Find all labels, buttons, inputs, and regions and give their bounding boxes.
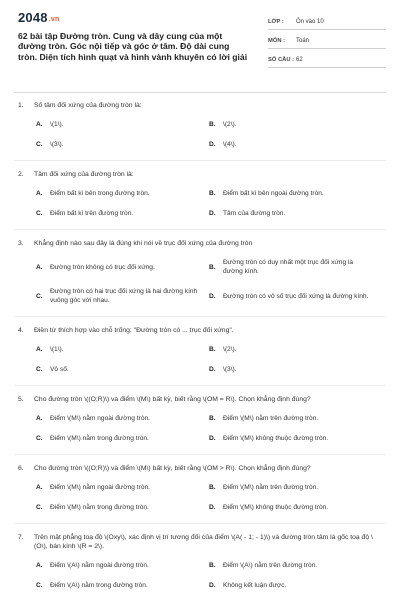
option-text: Điểm \(A\) nằm trên đường tròn.	[223, 562, 318, 569]
option-text: \(2\).	[223, 346, 237, 353]
option-text: \(2\).	[223, 121, 237, 128]
option-letter: B.	[209, 562, 216, 569]
answer-option[interactable]	[209, 581, 382, 590]
answer-options	[36, 258, 386, 316]
option-letter: A.	[36, 346, 43, 353]
answer-option[interactable]	[36, 365, 209, 374]
option-text: Vô số.	[50, 366, 69, 373]
option-text: Điểm \(M\) không thuộc đường tròn.	[223, 435, 329, 442]
question-text: Điền từ thích hợp vào chỗ trống: "Đường tròn có ... trục đối xứng".	[34, 327, 234, 334]
question-3	[18, 239, 386, 317]
answer-option[interactable]	[209, 120, 382, 129]
option-letter: B.	[209, 121, 216, 128]
answer-option[interactable]	[209, 287, 382, 305]
answer-options	[36, 561, 386, 600]
option-letter: A.	[36, 190, 43, 197]
question-1	[18, 101, 386, 161]
question-2	[18, 170, 386, 230]
question-divider	[14, 454, 386, 455]
option-letter: A.	[36, 263, 43, 271]
question-list	[18, 101, 386, 600]
option-text: Đường tròn có hai trục đối xứng là hai đường kính vuông góc với nhau.	[50, 288, 198, 304]
answer-option[interactable]	[209, 561, 382, 570]
option-text: Điểm \(M\) nằm ngoài đường tròn.	[50, 415, 150, 422]
answer-option[interactable]	[36, 561, 209, 570]
question-number: 7.	[18, 534, 24, 541]
option-letter: A.	[36, 121, 43, 128]
answer-option[interactable]	[36, 414, 209, 423]
option-letter: D.	[209, 141, 216, 148]
meta-value: Ôn vào 10	[296, 18, 324, 25]
question-divider	[14, 523, 386, 524]
option-text: \(4\).	[223, 141, 237, 148]
answer-option[interactable]	[209, 189, 382, 198]
answer-options	[36, 414, 386, 454]
option-letter: D.	[209, 292, 216, 300]
question-stem	[18, 395, 386, 404]
question-6	[18, 464, 386, 524]
option-text: Điểm bất kì bên ngoài đường tròn.	[223, 190, 324, 197]
question-stem	[18, 533, 386, 551]
answer-option[interactable]	[209, 345, 382, 354]
question-text: Khẳng định nào sau đây là đúng khi nói về trục đối xứng của đường tròn	[34, 240, 253, 247]
header-left	[18, 10, 250, 62]
site-logo[interactable]	[18, 10, 250, 25]
question-number: 4.	[18, 327, 24, 334]
option-letter: C.	[36, 435, 43, 442]
answer-option[interactable]	[209, 434, 382, 443]
meta-value: Toán	[296, 37, 310, 44]
option-letter: C.	[36, 141, 43, 148]
question-text: Tâm đối xứng của đường tròn là:	[34, 171, 134, 178]
answer-option[interactable]	[209, 365, 382, 374]
option-letter: A.	[36, 562, 43, 569]
option-text: \(3\).	[50, 141, 64, 148]
answer-option[interactable]	[209, 209, 382, 218]
meta-row-count	[268, 52, 386, 68]
meta-label: SỐ CÂU :	[268, 56, 295, 63]
answer-options	[36, 120, 386, 160]
answer-option[interactable]	[209, 140, 382, 149]
answer-option[interactable]	[36, 287, 209, 305]
option-letter: C.	[36, 504, 43, 511]
question-stem	[18, 101, 386, 110]
header	[18, 10, 386, 92]
question-stem	[18, 170, 386, 179]
option-text: Đường tròn có duy nhất một trục đối xứng là đường kính.	[223, 259, 354, 275]
option-text: Đường tròn không có trục đối xứng.	[50, 263, 155, 271]
question-text: Trên mặt phẳng toạ độ \(Oxy\), xác định vị trí tương đối của điểm \(A( - 1; - 1)\) và đường tròn tâm là gốc toạ độ \(O\), bán kính \(R = 2\).	[34, 534, 373, 550]
answer-option[interactable]	[36, 209, 209, 218]
question-number: 5.	[18, 396, 24, 403]
question-divider	[14, 229, 386, 230]
question-divider	[14, 385, 386, 386]
option-text: Điểm \(M\) nằm trong đường tròn.	[50, 504, 149, 511]
option-letter: B.	[209, 190, 216, 197]
option-text: Điểm \(M\) nằm trên đường tròn.	[223, 415, 319, 422]
answer-option[interactable]	[36, 189, 209, 198]
option-letter: C.	[36, 582, 43, 589]
answer-options	[36, 189, 386, 229]
meta-label: LỚP :	[268, 18, 284, 25]
answer-options	[36, 345, 386, 385]
option-letter: A.	[36, 484, 43, 491]
option-letter: D.	[209, 435, 216, 442]
meta-row-class	[268, 14, 386, 30]
answer-option[interactable]	[36, 503, 209, 512]
option-text: Điểm \(M\) không thuộc đường tròn.	[223, 504, 329, 511]
question-divider	[14, 316, 386, 317]
option-text: \(3\).	[223, 366, 237, 373]
question-divider	[14, 160, 386, 161]
question-stem	[18, 239, 386, 248]
option-letter: B.	[209, 346, 216, 353]
option-letter: D.	[209, 210, 216, 217]
logo-number: 2048	[18, 10, 48, 25]
meta-label: MÔN :	[268, 37, 286, 44]
option-text: Tâm của đường tròn.	[223, 210, 286, 217]
option-letter: D.	[209, 366, 216, 373]
meta-value: 62	[296, 56, 303, 63]
answer-option[interactable]	[36, 120, 209, 129]
answer-option[interactable]	[209, 414, 382, 423]
option-text: Điểm bất kì bên trong đường tròn.	[50, 190, 150, 197]
answer-option[interactable]	[36, 483, 209, 492]
answer-option[interactable]	[209, 258, 382, 276]
question-number: 1.	[18, 102, 24, 109]
question-number: 3.	[18, 240, 24, 247]
logo-tld: .vn	[48, 16, 60, 23]
answer-option[interactable]	[209, 503, 382, 512]
answer-option[interactable]	[209, 483, 382, 492]
answer-option[interactable]	[36, 434, 209, 443]
question-7	[18, 533, 386, 600]
option-letter: C.	[36, 292, 43, 300]
option-letter: D.	[209, 582, 216, 589]
option-letter: B.	[209, 415, 216, 422]
option-text: Điểm \(M\) nằm ngoài đường tròn.	[50, 484, 150, 491]
question-text: Cho đường tròn \((O;R)\) và điểm \(M\) bất kỳ, biết rằng \(OM = R\). Chọn khẳng định đúng?	[34, 396, 311, 403]
option-text: Điểm \(M\) nằm trên đường tròn.	[223, 484, 319, 491]
question-text: Số tâm đối xứng của đường tròn là:	[34, 102, 142, 109]
option-letter: C.	[36, 366, 43, 373]
question-number: 2.	[18, 171, 24, 178]
question-stem	[18, 464, 386, 473]
question-4	[18, 326, 386, 386]
question-stem	[18, 326, 386, 335]
option-letter: B.	[209, 263, 216, 271]
answer-option[interactable]	[36, 345, 209, 354]
answer-option[interactable]	[36, 258, 209, 276]
option-text: \(1\).	[50, 346, 64, 353]
option-text: \(1\).	[50, 121, 64, 128]
answer-options	[36, 483, 386, 523]
option-letter: A.	[36, 415, 43, 422]
option-text: Đường tròn có vô số trục đối xứng là đường kính.	[223, 292, 369, 300]
question-number: 6.	[18, 465, 24, 472]
meta-panel	[268, 14, 386, 68]
question-5	[18, 395, 386, 455]
meta-row-subject	[268, 33, 386, 49]
answer-option[interactable]	[36, 581, 209, 590]
option-text: Điểm \(A\) nằm trong đường tròn.	[50, 582, 148, 589]
option-text: Không kết luận được.	[223, 582, 287, 589]
page-title: 62 bài tập Đường tròn. Cung và dây cung của một đường tròn. Góc nội tiếp và góc ở tâm. Độ dài cung tròn. Diện tích hình quạt và hình vành khuyên có lời giải	[18, 31, 248, 62]
option-text: Điểm \(A\) nằm ngoài đường tròn.	[50, 562, 149, 569]
option-letter: B.	[209, 484, 216, 491]
question-text: Cho đường tròn \((O;R)\) và điểm \(M\) bất kỳ, biết rằng \(OM > R\). Chọn khẳng định đúng?	[34, 465, 311, 472]
answer-option[interactable]	[36, 140, 209, 149]
option-letter: D.	[209, 504, 216, 511]
option-text: Điểm bất kì trên đường tròn.	[50, 210, 134, 217]
option-text: Điểm \(M\) nằm trong đường tròn.	[50, 435, 149, 442]
header-divider	[14, 92, 386, 93]
option-letter: C.	[36, 210, 43, 217]
